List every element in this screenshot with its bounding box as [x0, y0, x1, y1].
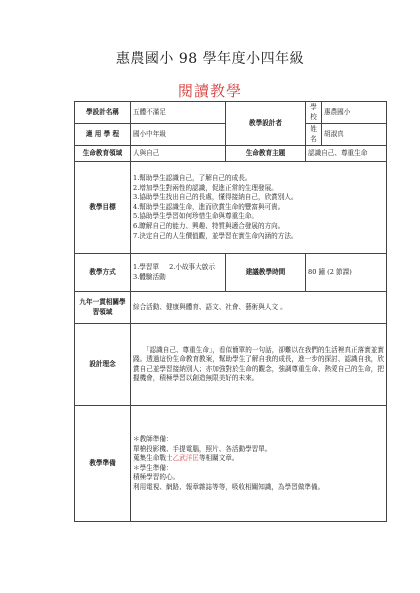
prep-item: 利用電視、網路、報章雜誌等等，吸收相關知識，為學習做準備。 [133, 482, 325, 491]
prep-content [131, 406, 387, 522]
value-core-domains: 綜合活動、健康與體育、語文、社會、藝術與人文 。 [131, 292, 387, 324]
value-school: 惠農國小 [322, 102, 387, 124]
lesson-plan-table [74, 101, 387, 522]
label-school: 學校 [306, 102, 322, 124]
objective-item: 7.決定自己的人生價值觀，並學習在實生命內涵的方法。 [133, 231, 298, 240]
teacher-prep-title: ＊教師準備： [133, 435, 173, 444]
design-paragraph: 「認識自己、尊重生命」，看似簡單的一句話，卻難以在我們的生活裡真正落實並實踐。透過這份生命教育教案，幫助學生了解自我的成長，進一步的探討、認識自我，欣賞自己並學習接納別人；亦加強對於生命的觀念，強調尊重生命、熱愛自己的生命，把握機會，積極學習以創造無限美好的未來。 [133, 345, 384, 383]
label-life-domain: 生命教育領域 [75, 146, 131, 162]
prep-item: 單槍投影機、手提電腦，照片、各活動學習單。 [133, 444, 272, 453]
label-life-theme: 生命教育主題 [226, 146, 306, 162]
objective-item: 4.幫助學生認識生命，進而欣賞生命的豐富與可貴。 [133, 202, 285, 211]
prep-item-tail: 等相關文章。 [198, 454, 239, 463]
highlight-name: 乙武洋匡 [172, 454, 199, 463]
objective-item: 1.幫助學生認識自己，了解自己的成長。 [133, 174, 252, 183]
objectives-list [131, 162, 387, 254]
method-item: 1.學習單 [133, 263, 160, 272]
value-life-theme: 認識自己、尊重生命 [306, 146, 387, 162]
value-grade: 國小中年級 [131, 124, 226, 146]
value-time: 80 鐘 (2 節課) [306, 254, 387, 292]
label-suggested-time: 建議教學時間 [226, 254, 306, 292]
prep-item: 積極學習的心。 [133, 473, 180, 482]
label-prep: 教學準備 [75, 406, 131, 522]
label-core-domains: 九年一貫相關學習領域 [75, 292, 131, 324]
objective-item: 2.增加學生對兩性的認識，促進正常的生理發展。 [133, 183, 278, 192]
objective-item: 5.協助學生學習如何珍惜生命與尊重生命。 [133, 212, 258, 221]
methods-list [131, 254, 226, 292]
label-design: 設計理念 [75, 324, 131, 406]
objective-item: 6.瞭解自己的能力、興趣、特質與適合發展的方向。 [133, 222, 285, 230]
value-life-domain: 人與自己 [131, 146, 226, 162]
header-subtitle: 閱讀教學 [177, 82, 242, 100]
label-name: 姓名 [306, 124, 322, 146]
method-item: 2.小故事大啟示 [169, 263, 215, 272]
value-name: 胡淑真 [322, 124, 387, 146]
label-objectives: 教學目標 [75, 162, 131, 254]
label-designer: 教學設計者 [226, 102, 306, 146]
value-design-name: 五體不滿足 [131, 102, 226, 124]
method-item: 3.體驗活動 [133, 272, 166, 281]
label-method: 教學方式 [75, 254, 131, 292]
header-title: 惠農國小 98 學年度小四年級 [115, 51, 305, 67]
student-prep-title: ＊學生準備： [133, 463, 173, 472]
objective-item: 3.協助學生找出自己的長處，懂得接納自己，欣賞別人。 [133, 193, 298, 202]
prep-item: 蒐集生命戰士 [133, 454, 173, 463]
label-design-name: 學設計名稱 [75, 102, 131, 124]
label-grade: 適 用 學 程 [75, 124, 131, 146]
